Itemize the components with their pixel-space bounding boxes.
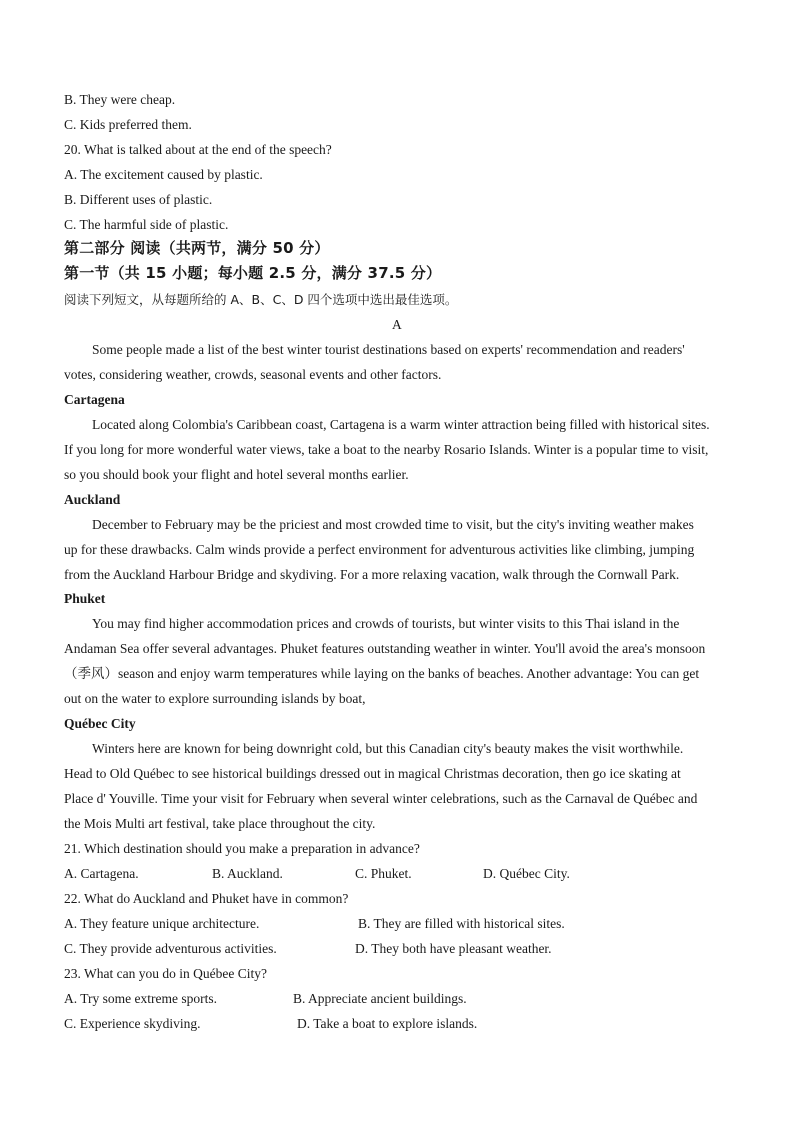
section-heading-auckland: Auckland (64, 492, 121, 507)
part2-title: 第二部分 阅读（共两节，满分 50 分） (64, 239, 330, 257)
q20-stem: 20. What is talked about at the end of the speech? (64, 142, 332, 157)
paragraph-line: Winters here are known for being downright cold, but this Canadian city's beauty makes the visit worthwhile. (92, 741, 684, 756)
q22-option-d: D. They both have pleasant weather. (355, 941, 552, 956)
paragraph-line: Located along Colombia's Caribbean coast, Cartagena is a warm winter attraction being filled with historical sites. (92, 417, 710, 432)
q23-option-b: B. Appreciate ancient buildings. (293, 991, 467, 1006)
q19-option-c: C. Kids preferred them. (64, 117, 192, 132)
section1-title: 第一节（共 15 小题；每小题 2.5 分，满分 37.5 分） (64, 264, 442, 282)
q21-option-a: A. Cartagena. (64, 866, 139, 881)
q20-option-c: C. The harmful side of plastic. (64, 217, 229, 232)
paragraph-line: Place d' Youville. Time your visit for February when several winter celebrations, such as the Carnaval de Québec and (64, 791, 698, 806)
paragraph-line: You may find higher accommodation prices and crowds of tourists, but winter visits to this Thai island in the (92, 616, 680, 631)
intro-line: Some people made a list of the best winter tourist destinations based on experts' recommendation and readers' (92, 342, 685, 357)
q21-option-d: D. Québec City. (483, 866, 570, 881)
paragraph-line: out on the water to explore surrounding islands by boat, (64, 691, 366, 706)
section-heading-phuket: Phuket (64, 591, 106, 606)
q22-option-a: A. They feature unique architecture. (64, 916, 260, 931)
paragraph-line: Head to Old Québec to see historical buildings dressed out in magical Christmas decoration, then go ice skating at (64, 766, 681, 781)
q22-option-c: C. They provide adventurous activities. (64, 941, 277, 956)
q19-option-b: B. They were cheap. (64, 92, 176, 107)
q22-stem: 22. What do Auckland and Phuket have in common? (64, 891, 349, 906)
section-heading-cartagena: Cartagena (64, 392, 125, 407)
q23-option-a: A. Try some extreme sports. (64, 991, 217, 1006)
intro-line: votes, considering weather, crowds, seasonal events and other factors. (64, 367, 442, 382)
section-heading-quebec: Québec City (64, 716, 136, 731)
passage-label: A (392, 317, 402, 332)
q20-option-b: B. Different uses of plastic. (64, 192, 213, 207)
reading-instruction: 阅读下列短文，从每题所给的 A、B、C、D 四个选项中选出最佳选项。 (64, 292, 458, 307)
paragraph-line: December to February may be the priciest and most crowded time to visit, but the city's inviting weather makes (92, 517, 694, 532)
q23-option-c: C. Experience skydiving. (64, 1016, 201, 1031)
q21-option-c: C. Phuket. (355, 866, 412, 881)
q20-option-a: A. The excitement caused by plastic. (64, 167, 263, 182)
q21-option-b: B. Auckland. (212, 866, 283, 881)
paragraph-line: If you long for more wonderful water views, take a boat to the nearby Rosario Islands. Winter is a popular time to visit, (64, 442, 709, 457)
paragraph-line: so you should book your flight and hotel several months earlier. (64, 467, 409, 482)
paragraph-line: Andaman Sea offer several advantages. Phuket features outstanding weather in winter. You'll avoid the area's monsoon (64, 641, 706, 656)
q22-option-b: B. They are filled with historical sites. (358, 916, 565, 931)
q21-stem: 21. Which destination should you make a preparation in advance? (64, 841, 420, 856)
paragraph-line: up for these drawbacks. Calm winds provide a perfect environment for adventurous activities like climbing, jumping (64, 542, 695, 557)
paragraph-line: the Mois Multi art festival, take place throughout the city. (64, 816, 376, 831)
paragraph-line: from the Auckland Harbour Bridge and skydiving. For a more relaxing vacation, walk through the Cornwall Park. (64, 567, 680, 582)
q23-stem: 23. What can you do in Québee City? (64, 966, 267, 981)
q23-option-d: D. Take a boat to explore islands. (297, 1016, 478, 1031)
paragraph-line: （季风）season and enjoy warm temperatures while laying on the banks of beaches. Another advantage: You can get (64, 666, 700, 681)
